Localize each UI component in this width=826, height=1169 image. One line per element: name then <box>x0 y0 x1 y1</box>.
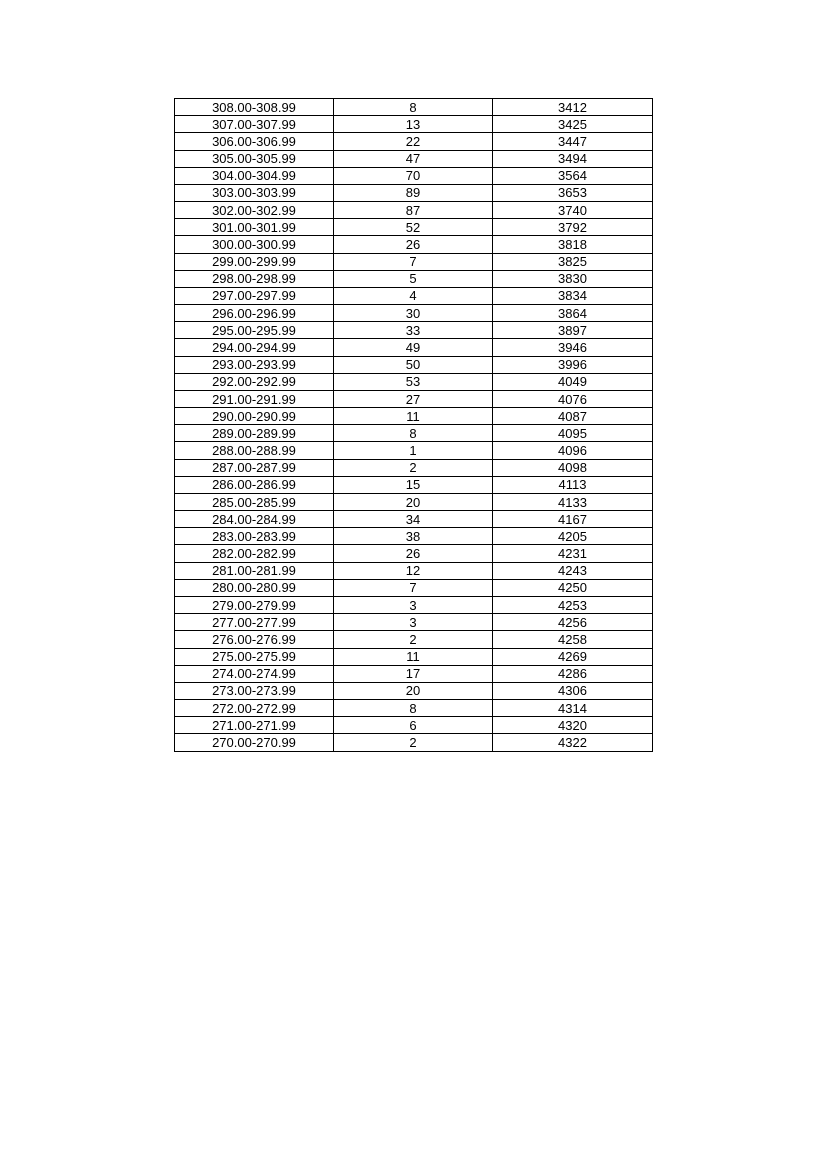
count-cell: 38 <box>334 528 493 545</box>
cumulative-count-cell: 3447 <box>493 133 653 150</box>
score-range-cell: 302.00-302.99 <box>175 202 334 219</box>
count-cell: 17 <box>334 665 493 682</box>
cumulative-count-cell: 3897 <box>493 322 653 339</box>
table-row <box>175 734 653 751</box>
cumulative-count-cell: 4250 <box>493 579 653 596</box>
score-range-cell: 301.00-301.99 <box>175 219 334 236</box>
score-range-cell: 289.00-289.99 <box>175 425 334 442</box>
score-range-cell: 299.00-299.99 <box>175 253 334 270</box>
cumulative-count-cell: 4322 <box>493 734 653 751</box>
table-row <box>175 596 653 613</box>
table-row <box>175 390 653 407</box>
score-range-cell: 305.00-305.99 <box>175 150 334 167</box>
cumulative-count-cell: 3834 <box>493 287 653 304</box>
cumulative-count-cell: 4269 <box>493 648 653 665</box>
count-cell: 2 <box>334 459 493 476</box>
table-row <box>175 167 653 184</box>
cumulative-count-cell: 3425 <box>493 116 653 133</box>
count-cell: 15 <box>334 476 493 493</box>
table-row <box>175 511 653 528</box>
score-range-cell: 277.00-277.99 <box>175 614 334 631</box>
score-range-cell: 297.00-297.99 <box>175 287 334 304</box>
score-range-cell: 279.00-279.99 <box>175 596 334 613</box>
cumulative-count-cell: 3740 <box>493 202 653 219</box>
score-range-cell: 272.00-272.99 <box>175 700 334 717</box>
table-row <box>175 133 653 150</box>
score-range-cell: 288.00-288.99 <box>175 442 334 459</box>
cumulative-count-cell: 3412 <box>493 99 653 116</box>
score-range-cell: 296.00-296.99 <box>175 305 334 322</box>
count-cell: 8 <box>334 99 493 116</box>
cumulative-count-cell: 4133 <box>493 493 653 510</box>
count-cell: 26 <box>334 236 493 253</box>
cumulative-count-cell: 4087 <box>493 408 653 425</box>
score-range-cell: 290.00-290.99 <box>175 408 334 425</box>
table-row <box>175 442 653 459</box>
cumulative-count-cell: 3864 <box>493 305 653 322</box>
score-range-cell: 283.00-283.99 <box>175 528 334 545</box>
count-cell: 6 <box>334 717 493 734</box>
table-row <box>175 219 653 236</box>
table-row <box>175 528 653 545</box>
cumulative-count-cell: 4258 <box>493 631 653 648</box>
table-row <box>175 339 653 356</box>
table-row <box>175 287 653 304</box>
table-row <box>175 665 653 682</box>
count-cell: 27 <box>334 390 493 407</box>
cumulative-count-cell: 4253 <box>493 596 653 613</box>
count-cell: 7 <box>334 579 493 596</box>
count-cell: 53 <box>334 373 493 390</box>
table-row <box>175 648 653 665</box>
table-row <box>175 99 653 116</box>
table-row <box>175 322 653 339</box>
table-body <box>175 99 653 752</box>
table-row <box>175 631 653 648</box>
table-row <box>175 202 653 219</box>
table-row <box>175 614 653 631</box>
count-cell: 8 <box>334 425 493 442</box>
count-cell: 47 <box>334 150 493 167</box>
cumulative-count-cell: 3792 <box>493 219 653 236</box>
table-row <box>175 270 653 287</box>
score-range-cell: 303.00-303.99 <box>175 184 334 201</box>
cumulative-count-cell: 3564 <box>493 167 653 184</box>
table-row <box>175 700 653 717</box>
count-cell: 89 <box>334 184 493 201</box>
table-row <box>175 579 653 596</box>
count-cell: 30 <box>334 305 493 322</box>
count-cell: 5 <box>334 270 493 287</box>
count-cell: 26 <box>334 545 493 562</box>
score-range-cell: 307.00-307.99 <box>175 116 334 133</box>
table-row <box>175 408 653 425</box>
cumulative-count-cell: 4113 <box>493 476 653 493</box>
count-cell: 13 <box>334 116 493 133</box>
count-cell: 22 <box>334 133 493 150</box>
score-range-cell: 275.00-275.99 <box>175 648 334 665</box>
cumulative-count-cell: 3825 <box>493 253 653 270</box>
cumulative-count-cell: 4076 <box>493 390 653 407</box>
count-cell: 20 <box>334 682 493 699</box>
score-range-cell: 300.00-300.99 <box>175 236 334 253</box>
table-row <box>175 236 653 253</box>
cumulative-count-cell: 4096 <box>493 442 653 459</box>
count-cell: 33 <box>334 322 493 339</box>
table-row <box>175 305 653 322</box>
table-row <box>175 562 653 579</box>
score-range-cell: 284.00-284.99 <box>175 511 334 528</box>
count-cell: 3 <box>334 614 493 631</box>
cumulative-count-cell: 3653 <box>493 184 653 201</box>
cumulative-count-cell: 4320 <box>493 717 653 734</box>
cumulative-count-cell: 3996 <box>493 356 653 373</box>
table-row <box>175 545 653 562</box>
score-range-cell: 281.00-281.99 <box>175 562 334 579</box>
cumulative-count-cell: 4243 <box>493 562 653 579</box>
table-row <box>175 373 653 390</box>
table-row <box>175 459 653 476</box>
count-cell: 70 <box>334 167 493 184</box>
score-range-cell: 293.00-293.99 <box>175 356 334 373</box>
cumulative-count-cell: 4286 <box>493 665 653 682</box>
score-range-cell: 287.00-287.99 <box>175 459 334 476</box>
count-cell: 7 <box>334 253 493 270</box>
count-cell: 8 <box>334 700 493 717</box>
score-range-cell: 271.00-271.99 <box>175 717 334 734</box>
cumulative-count-cell: 4095 <box>493 425 653 442</box>
cumulative-count-cell: 3818 <box>493 236 653 253</box>
score-range-cell: 285.00-285.99 <box>175 493 334 510</box>
cumulative-count-cell: 3830 <box>493 270 653 287</box>
score-range-cell: 294.00-294.99 <box>175 339 334 356</box>
count-cell: 52 <box>334 219 493 236</box>
score-range-cell: 282.00-282.99 <box>175 545 334 562</box>
table-row <box>175 184 653 201</box>
count-cell: 49 <box>334 339 493 356</box>
table-row <box>175 493 653 510</box>
cumulative-count-cell: 4306 <box>493 682 653 699</box>
cumulative-count-cell: 4205 <box>493 528 653 545</box>
score-range-cell: 292.00-292.99 <box>175 373 334 390</box>
count-cell: 2 <box>334 631 493 648</box>
table-row <box>175 150 653 167</box>
cumulative-count-cell: 4167 <box>493 511 653 528</box>
cumulative-count-cell: 4314 <box>493 700 653 717</box>
score-range-cell: 280.00-280.99 <box>175 579 334 596</box>
count-cell: 20 <box>334 493 493 510</box>
cumulative-count-cell: 3946 <box>493 339 653 356</box>
table-row <box>175 116 653 133</box>
count-cell: 12 <box>334 562 493 579</box>
cumulative-count-cell: 4231 <box>493 545 653 562</box>
score-range-cell: 298.00-298.99 <box>175 270 334 287</box>
score-range-cell: 295.00-295.99 <box>175 322 334 339</box>
score-range-cell: 270.00-270.99 <box>175 734 334 751</box>
score-range-cell: 304.00-304.99 <box>175 167 334 184</box>
score-range-cell: 276.00-276.99 <box>175 631 334 648</box>
count-cell: 3 <box>334 596 493 613</box>
cumulative-count-cell: 4049 <box>493 373 653 390</box>
table-row <box>175 356 653 373</box>
count-cell: 11 <box>334 648 493 665</box>
cumulative-count-cell: 3494 <box>493 150 653 167</box>
count-cell: 1 <box>334 442 493 459</box>
score-range-cell: 273.00-273.99 <box>175 682 334 699</box>
table-row <box>175 425 653 442</box>
count-cell: 2 <box>334 734 493 751</box>
count-cell: 11 <box>334 408 493 425</box>
score-distribution-table <box>174 98 653 752</box>
count-cell: 50 <box>334 356 493 373</box>
count-cell: 34 <box>334 511 493 528</box>
score-range-cell: 291.00-291.99 <box>175 390 334 407</box>
cumulative-count-cell: 4256 <box>493 614 653 631</box>
count-cell: 87 <box>334 202 493 219</box>
score-range-cell: 308.00-308.99 <box>175 99 334 116</box>
table-row <box>175 476 653 493</box>
score-range-cell: 286.00-286.99 <box>175 476 334 493</box>
count-cell: 4 <box>334 287 493 304</box>
table-row <box>175 717 653 734</box>
table-row <box>175 253 653 270</box>
cumulative-count-cell: 4098 <box>493 459 653 476</box>
score-range-cell: 306.00-306.99 <box>175 133 334 150</box>
table-row <box>175 682 653 699</box>
score-range-cell: 274.00-274.99 <box>175 665 334 682</box>
